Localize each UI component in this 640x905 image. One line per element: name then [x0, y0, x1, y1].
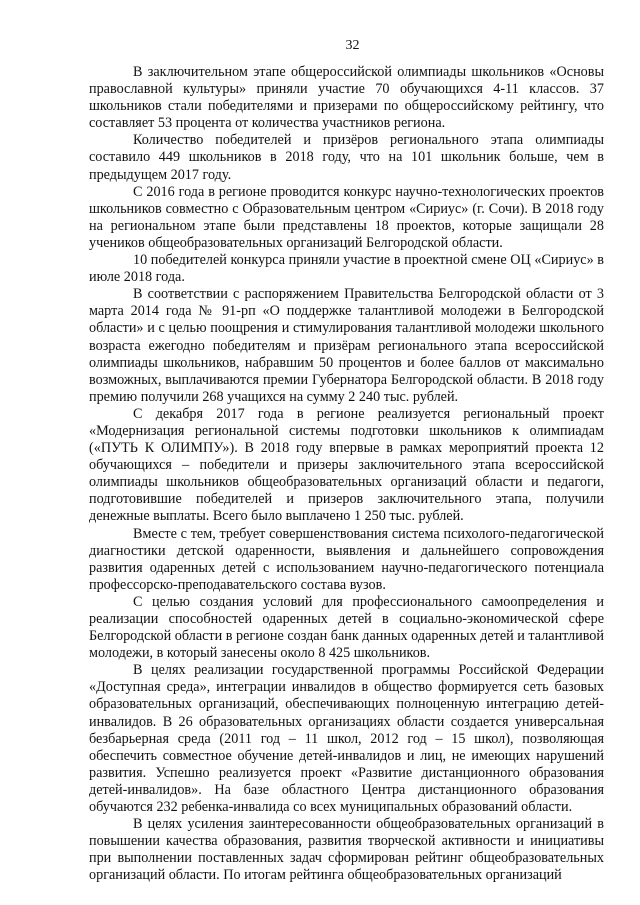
paragraph-gifted-children-database: С целью создания условий для профессионального самоопределения и реализации способностей одаренных детей в социально-экономической сфере Белгородской области в регионе создан банк данных одаренных детей и талантливой молодежи, в который занесены около 8 425 школьников. — [89, 593, 604, 662]
paragraph-school-rating: В целях усиления заинтересованности общеобразовательных организаций в повышении качества образования, развития творческой активности и инициативы при выполнении поставленных задач сформирован рейтинг общеобразовательных организаций области. По итогам рейтинга общеобразовательных организаций — [89, 816, 604, 884]
paragraph-path-to-olympus-project: С декабря 2017 года в регионе реализуется региональный проект «Модернизация региональной системы подготовки школьников к олимпиадам («ПУТЬ К ОЛИМПУ»). В 2018 году впервые в рамках мероприятий проекта 12 обучающихся – победители и призеры заключительного этапа всероссийской олимпиады школьников общеобразовательных организаций области и педагоги, подготовившие победителей и призеров заключительного этапа, получили денежные выплаты. Всего было выплачено 1 250 тыс. рублей. — [89, 405, 604, 525]
paragraph-regional-stage-winners: Количество победителей и призёров регионального этапа олимпиады составило 449 школьников в 2018 году, что на 101 школьник больше, чем в предыдущем 2017 году. — [89, 132, 604, 183]
paragraph-governor-awards: В соответствии с распоряжением Правительства Белгородской области от 3 марта 2014 года № 91-рп «О поддержке талантливой молодежи в Белгородской области» и с целью поощрения и стимулирования талантливой молодежи школьного возраста ежегодно победителям и призёрам регионального этапа всероссийской олимпиады школьников, набравшим 50 процентов и более баллов от максимально возможных, выплачиваются премии Губернатора Белгородской области. В 2018 году премию получили 268 учащихся на сумму 2 240 тыс. рублей. — [89, 286, 604, 405]
paragraph-sirius-project-shift: 10 победителей конкурса приняли участие в проектной смене ОЦ «Сириус» в июле 2018 года. — [89, 252, 604, 286]
paragraph-giftedness-diagnostics: Вместе с тем, требует совершенствования система психолого-педагогической диагностики детской одаренности, выявления и дальнейшего сопровождения развития одаренных детей с использованием научно-педагогического потенциала профессорско-преподавательского состава вузов. — [89, 525, 604, 593]
paragraph-olympiad-orthodox-culture: В заключительном этапе общероссийской олимпиады школьников «Основы православной культуры» приняли участие 70 обучающихся 4-11 классов. 37 школьников стали победителями и призерами по общероссийскому рейтингу, что составляет 53 процента от количества участников региона. — [89, 64, 604, 132]
paragraph-accessible-environment: В целях реализации государственной программы Российской Федерации «Доступная среда», интеграции инвалидов в общество формируется сеть базовых образовательных организаций, обеспечивающих полноценную интеграцию детей-инвалидов. В 26 образовательных организациях области создается универсальная безбарьерная среда (2011 год – 11 школ, 2012 год – 15 школ), позволяющая обеспечить совместное обучение детей-инвалидов и лиц, не имеющих нарушений развития. Успешно реализуется проект «Развитие дистанционного образования детей-инвалидов». На базе областного Центра дистанционного образования обучаются 232 ребенка-инвалида со всех муниципальных образований области. — [89, 662, 604, 816]
page-number: 32 — [345, 38, 360, 53]
document-body — [89, 64, 604, 885]
paragraph-sirius-projects-contest: С 2016 года в регионе проводится конкурс научно-технологических проектов школьников совместно с Образовательным центром «Сириус» (г. Сочи). В 2018 году на региональном этапе были представлены 18 проектов, которые защищали 28 учеников общеобразовательных организаций Белгородской области. — [89, 183, 604, 251]
